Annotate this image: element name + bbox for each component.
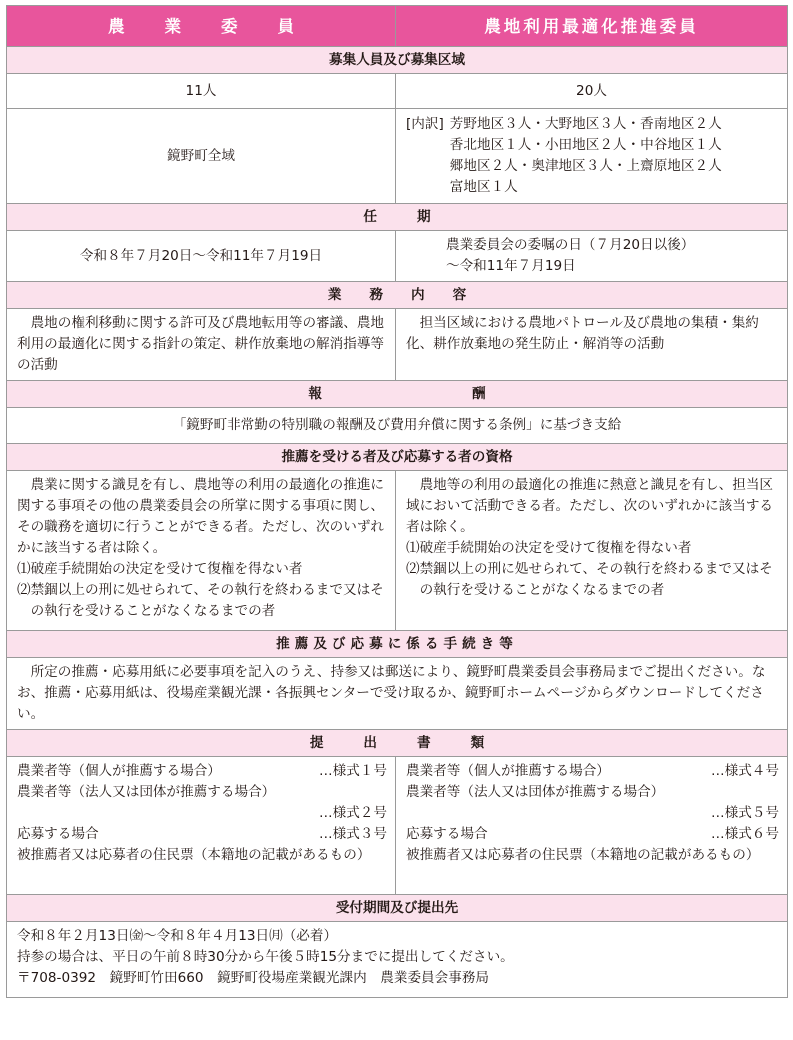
detail-line: 郷地区２人・奥津地区３人・上齋原地区２人 (449, 158, 722, 174)
left-documents (7, 757, 396, 895)
form-number: …様式６号 (711, 826, 779, 842)
right-duties (396, 309, 788, 381)
doc-individual: 農業者等（個人が推薦する場合） (406, 763, 610, 779)
section-title-term: 任期 (7, 204, 788, 231)
right-documents (396, 757, 788, 895)
left-qualification-text: 農業に関する識見を有し、農地等の利用の最適化の推進に関する事項その他の農業委員会の所掌に関する事項に関し、その職務を適切に行うことができる者。ただし、次のいずれかに該当する者は除く。 (17, 477, 385, 556)
form-number: …様式２号 (319, 805, 387, 821)
doc-apply: 応募する場合 (17, 826, 99, 842)
right-term (396, 231, 788, 282)
section-title-qualification: 推薦を受ける者及び応募する者の資格 (7, 444, 788, 471)
doc-apply: 応募する場合 (406, 826, 488, 842)
header-agri-committee: 農業委員 (7, 6, 396, 47)
section-title-documents: 提出書類 (7, 730, 788, 757)
header-optimization-committee: 農地利用最適化推進委員 (396, 6, 788, 47)
reception-address: 〒708-0392 鏡野町竹田660 鏡野町役場産業観光課内 農業委員会事務局 (17, 970, 490, 986)
left-duties-text: 農地の権利移動に関する許可及び農地転用等の審議、農地利用の最適化に関する指針の策定、耕作放棄地の解消指導等の活動 (17, 315, 385, 373)
reception-cell (7, 922, 788, 998)
right-term-line1: 農業委員会の委嘱の日（７月20日以後） (446, 237, 695, 253)
left-term: 令和８年７月20日〜令和11年７月19日 (7, 231, 396, 282)
left-qualification-item2: ⑵禁錮以上の刑に処せられて、その執行を終わるまで又はその執行を受けることがなくなるまでの者 (17, 582, 384, 619)
reception-period: 令和８年２月13日㈮〜令和８年４月13日㈪（必着） (17, 928, 338, 944)
doc-corporate: 農業者等（法人又は団体が推薦する場合） (17, 784, 276, 800)
recruitment-table (6, 5, 788, 998)
doc-individual: 農業者等（個人が推薦する場合） (17, 763, 221, 779)
right-recruit-detail (396, 109, 788, 204)
left-qualification (7, 471, 396, 631)
right-qualification-item2: ⑵禁錮以上の刑に処せられて、その執行を終わるまで又はその執行を受けることがなくなるまでの者 (406, 561, 773, 598)
right-qualification-text: 農地等の利用の最適化の推進に熱意と識見を有し、担当区域において活動できる者。ただし、次のいずれかに該当する者は除く。 (406, 477, 774, 535)
detail-line: 香北地区１人・小田地区２人・中谷地区１人 (449, 137, 722, 153)
doc-corporate: 農業者等（法人又は団体が推薦する場合） (406, 784, 665, 800)
pay-text: 「鏡野町非常勤の特別職の報酬及び費用弁償に関する条例」に基づき支給 (7, 408, 788, 444)
right-qualification (396, 471, 788, 631)
procedure-cell (7, 658, 788, 730)
form-number: …様式３号 (319, 826, 387, 842)
left-qualification-item1: ⑴破産手続開始の決定を受けて復権を得ない者 (17, 561, 303, 577)
left-recruit-count: 11人 (7, 74, 396, 109)
detail-line: 富地区１人 (449, 179, 518, 195)
left-duties (7, 309, 396, 381)
section-title-procedure: 推薦及び応募に係る手続き等 (7, 631, 788, 658)
right-recruit-count: 20人 (396, 74, 788, 109)
procedure-text: 所定の推薦・応募用紙に必要事項を記入のうえ、持参又は郵送により、鏡野町農業委員会事務局までご提出ください。なお、推薦・応募用紙は、役場産業観光課・各振興センターで受け取るか、鏡野町ホームページからダウンロードしてください。 (17, 664, 766, 722)
doc-resident: 被推薦者又は応募者の住民票（本籍地の記載があるもの） (406, 847, 760, 863)
detail-label: [内訳] (406, 116, 444, 132)
form-number: …様式４号 (711, 763, 779, 779)
right-term-line2: 〜令和11年７月19日 (446, 258, 576, 274)
form-number: …様式５号 (711, 805, 779, 821)
reception-hours: 持参の場合は、平日の午前８時30分から午後５時15分までに提出してください。 (17, 949, 514, 965)
right-duties-text: 担当区域における農地パトロール及び農地の集積・集約化、耕作放棄地の発生防止・解消等の活動 (406, 315, 759, 352)
form-number: …様式１号 (319, 763, 387, 779)
section-title-recruitment: 募集人員及び募集区域 (7, 47, 788, 74)
right-qualification-item1: ⑴破産手続開始の決定を受けて復権を得ない者 (406, 540, 692, 556)
section-title-reception: 受付期間及び提出先 (7, 895, 788, 922)
doc-resident: 被推薦者又は応募者の住民票（本籍地の記載があるもの） (17, 847, 371, 863)
detail-line: 芳野地区３人・大野地区３人・香南地区２人 (449, 116, 722, 132)
section-title-pay: 報酬 (7, 381, 788, 408)
section-title-duties: 業務内容 (7, 282, 788, 309)
left-recruit-area: 鏡野町全域 (7, 109, 396, 204)
